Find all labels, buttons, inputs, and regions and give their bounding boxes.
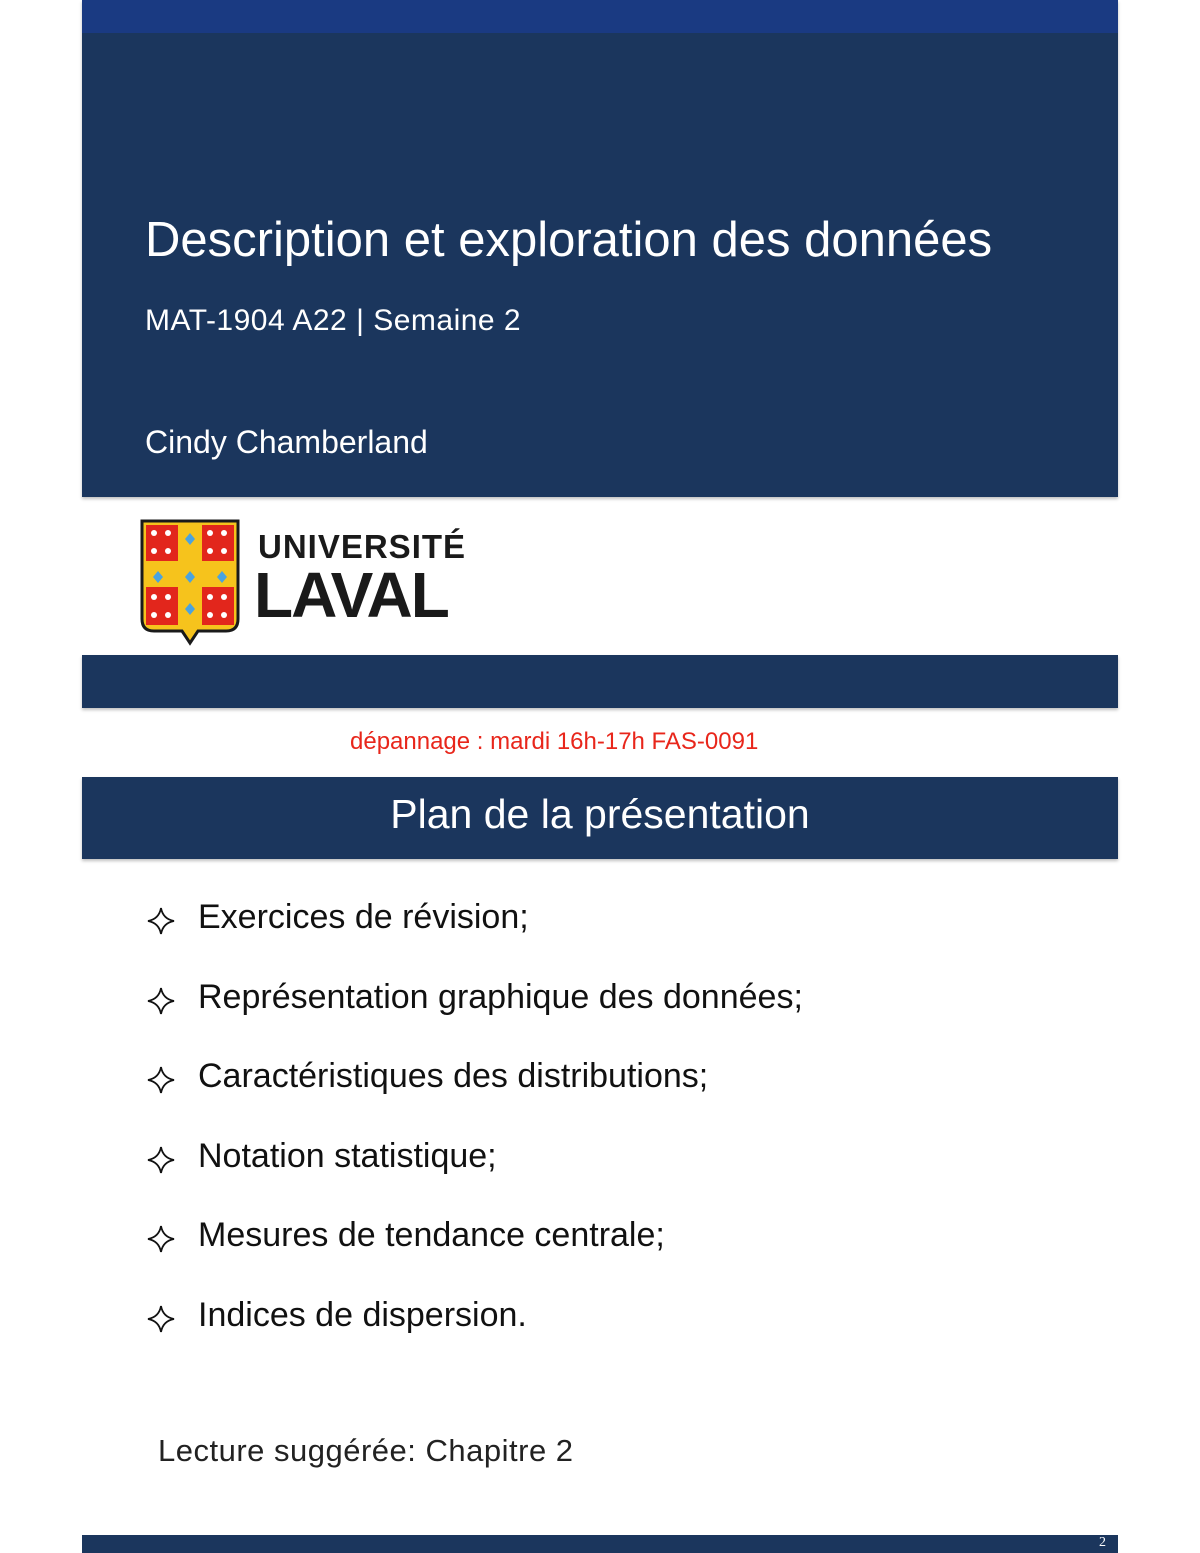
list-item <box>146 1296 803 1376</box>
footer-bar <box>82 1535 1118 1553</box>
list-item <box>146 898 803 978</box>
logo-wordmark-laval: LAVAL <box>254 559 448 631</box>
author-name: Cindy Chamberland <box>145 424 428 460</box>
four-point-star-outline-icon <box>146 986 176 1016</box>
suggested-reading: Lecture suggérée: Chapitre 2 <box>158 1433 574 1468</box>
plan-item-label: Représentation graphique des données; <box>198 977 803 1016</box>
course-subtitle: MAT-1904 A22 | Semaine 2 <box>145 304 522 337</box>
plan-item-label: Notation statistique; <box>198 1136 497 1175</box>
list-item <box>146 1057 803 1137</box>
help-session-note: dépannage : mardi 16h-17h FAS-0091 <box>350 728 759 755</box>
four-point-star-outline-icon <box>146 1304 176 1334</box>
plan-item-label: Mesures de tendance centrale; <box>198 1216 665 1254</box>
list-item <box>146 978 803 1058</box>
plan-item-label: Indices de dispersion. <box>198 1295 527 1334</box>
plan-header <box>82 777 1118 859</box>
plan-item-label: Exercices de révision; <box>198 898 529 936</box>
plan-title: Plan de la présentation <box>390 791 810 837</box>
title-slide-bottom-bar <box>82 655 1118 708</box>
four-point-star-outline-icon <box>146 906 176 936</box>
list-item <box>146 1137 803 1217</box>
logo-wordmark-universite: UNIVERSITÉ <box>258 528 467 565</box>
four-point-star-outline-icon <box>146 1145 176 1175</box>
title-slide <box>82 0 1118 497</box>
list-item <box>146 1216 803 1296</box>
page-number: 2 <box>1099 1535 1106 1550</box>
plan-item-label: Caractéristiques des distributions; <box>198 1057 709 1095</box>
plan-list <box>146 898 803 1375</box>
title-slide-top-accent <box>82 0 1118 33</box>
four-point-star-outline-icon <box>146 1224 176 1254</box>
presentation-title: Description et exploration des données <box>145 213 993 267</box>
four-point-star-outline-icon <box>146 1065 176 1095</box>
